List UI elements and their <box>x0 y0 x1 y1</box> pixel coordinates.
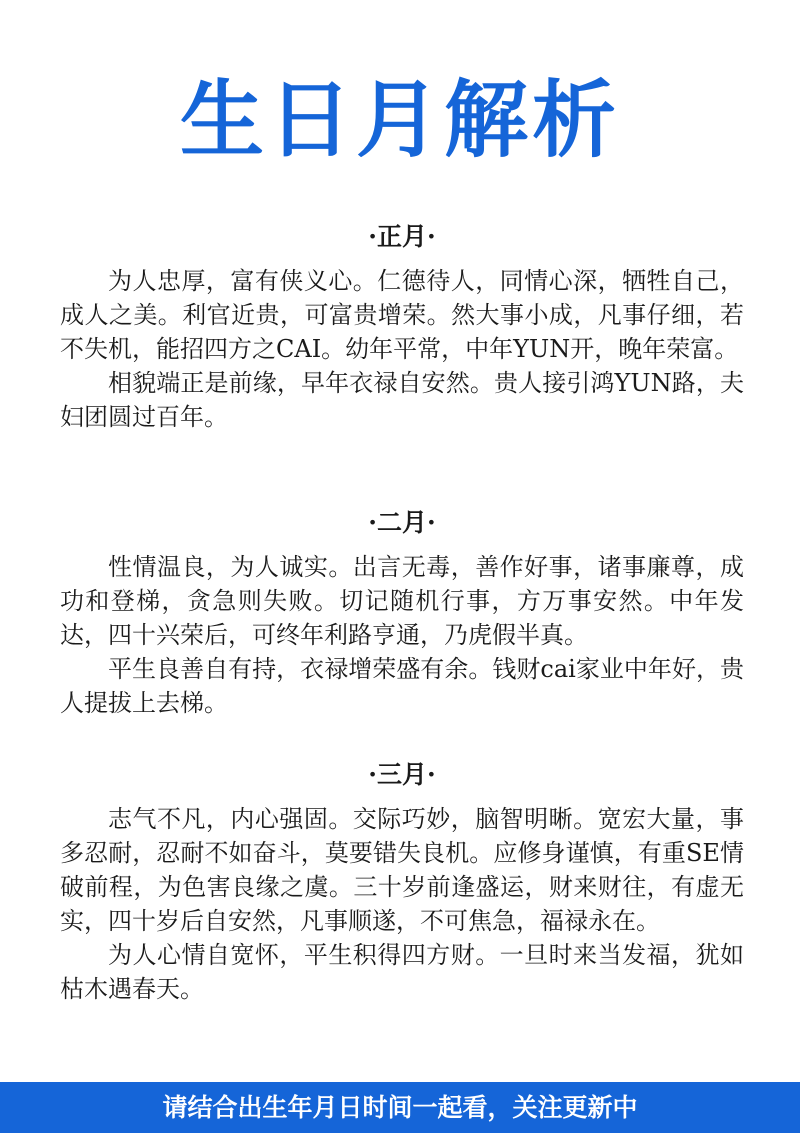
section-paragraph: 为人忠厚，富有侠义心。仁德待人，同情心深，牺牲自己，成人之美。利官近贵，可富贵增荣。然大事小成，凡事仔细，若不失机，能招四方之CAI。幼年平常，中年YUN开，晚年荣富。 <box>60 267 744 363</box>
section-heading: ·三月· <box>368 760 436 789</box>
section-heading: ·正月· <box>368 222 436 251</box>
section-paragraph: 性情温良，为人诚实。岀言无毒，善作好事，诸事廉尊，成功和登梯，贪急则失败。切记随机行事，方万事安然。中年发达，四十兴荣后，可终年利路亨通，乃虎假半真。 <box>60 553 744 649</box>
page-title: 生日月解析 <box>179 71 620 169</box>
section-verse: 平生良善自有持，衣禄增荣盛有余。钱财cai家业中年好，贵人提拔上去梯。 <box>60 655 744 717</box>
section-eryue <box>60 506 744 720</box>
section-zhengyue <box>60 220 744 434</box>
section-verse: 相貌端正是前缘，早年衣禄自安然。贵人接引鸿YUN路，夫妇团圆过百年。 <box>60 369 744 431</box>
section-heading: ·二月· <box>368 508 436 537</box>
section-sanyue <box>60 758 744 1006</box>
section-paragraph: 志气不凡，内心强固。交际巧妙，脑智明晰。宽宏大量，事多忍耐，忍耐不如奋斗，莫要错失良机。应修身谨慎，有重SE情破前程，为色害良缘之虞。三十岁前逢盛运，财来财往，有虚无实，四十岁后自安然，凡事顺遂，不可焦急，福禄永在。 <box>60 805 744 935</box>
footer-banner: 请结合出生年月日时间一起看，关注更新中 <box>0 1082 800 1133</box>
section-verse: 为人心情自宽怀，平生积得四方财。一旦时来当发福，犹如枯木遇春天。 <box>60 941 744 1003</box>
